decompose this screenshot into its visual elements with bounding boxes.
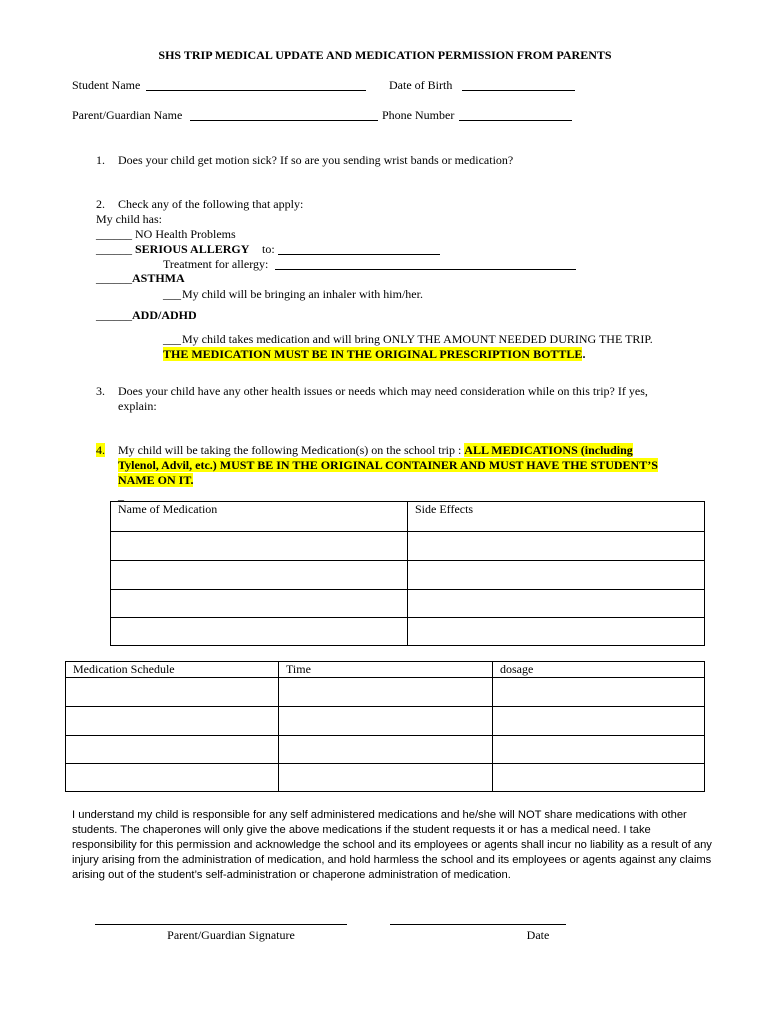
parent-name-label: Parent/Guardian Name xyxy=(72,108,183,122)
phone-number-field[interactable] xyxy=(459,120,572,121)
serious-allergy-label: SERIOUS ALLERGY xyxy=(135,242,250,256)
table-cell[interactable] xyxy=(66,764,279,792)
table-cell[interactable] xyxy=(493,678,705,707)
schedule-table xyxy=(65,661,705,792)
no-health-checkbox[interactable]: ______ xyxy=(96,227,132,241)
table-header-name: Name of Medication xyxy=(111,502,408,532)
table-cell[interactable] xyxy=(111,532,408,561)
q4-bold-3: NAME ON IT. xyxy=(118,473,194,487)
table-cell[interactable] xyxy=(493,764,705,792)
table-cell[interactable] xyxy=(408,532,705,561)
q4-number: 4. xyxy=(96,443,105,457)
treatment-field[interactable] xyxy=(275,269,576,270)
medication-bottle-notice xyxy=(163,347,585,361)
table-row xyxy=(66,707,705,736)
q3-line1: Does your child have any other health issues or needs which may need consideration while on this trip? If yes, xyxy=(118,384,648,398)
parent-signature-field[interactable] xyxy=(95,924,347,925)
disclaimer-text: I understand my child is responsible for any self administered medications and he/she will NOT share medications with other students. The chaperones will only give the above medications if the student requests it or has a medical need. I take responsibility for this permission and acknowledge the school and its employees or agents shall incur no liability as a result of any injury arising from the administration of medication, and hold harmless the school and its employees or agents against any claims arising out of the student’s self-administration or chaperone administration of medication. xyxy=(72,809,712,881)
table-header-schedule: Medication Schedule xyxy=(66,662,279,678)
q1-text: Does your child get motion sick? If so are you sending wrist bands or medication? xyxy=(118,153,514,167)
q3-line2: explain: xyxy=(118,399,157,413)
q4-bold-1: ALL MEDICATIONS (including xyxy=(464,443,633,457)
parent-name-field[interactable] xyxy=(190,120,378,121)
table-header-dosage: dosage xyxy=(493,662,705,678)
serious-allergy-checkbox[interactable]: ______ xyxy=(96,242,132,256)
table-row xyxy=(111,561,705,590)
q4-text: My child will be taking the following Medication(s) on the school trip : xyxy=(118,443,465,457)
student-name-field[interactable] xyxy=(146,90,366,91)
q4-bold-2: Tylenol, Advil, etc.) MUST BE IN THE ORIGINAL CONTAINER AND MUST HAVE THE STUDENT’S xyxy=(118,458,658,472)
medication-text: My child takes medication and will bring ONLY THE AMOUNT NEEDED DURING THE TRIP. xyxy=(182,332,653,346)
table-cell[interactable] xyxy=(279,707,493,736)
asthma-checkbox[interactable]: ______ xyxy=(96,271,132,285)
date-of-birth-label: Date of Birth xyxy=(389,78,453,92)
medication-bottle-period: . xyxy=(582,347,586,361)
table-cell[interactable] xyxy=(493,736,705,764)
table-cell[interactable] xyxy=(111,561,408,590)
add-adhd-checkbox[interactable]: ______ xyxy=(96,308,132,322)
table-row xyxy=(111,532,705,561)
table-cell[interactable] xyxy=(279,678,493,707)
date-signature-label: Date xyxy=(526,928,550,942)
inhaler-checkbox[interactable]: ___ xyxy=(163,287,181,301)
medication-table xyxy=(110,501,705,646)
table-cell[interactable] xyxy=(408,618,705,646)
table-row xyxy=(66,662,705,678)
table-cell[interactable] xyxy=(493,707,705,736)
table-header-side-effects: Side Effects xyxy=(408,502,705,532)
q2-number: 2. xyxy=(96,197,105,211)
date-of-birth-field[interactable] xyxy=(462,90,575,91)
table-cell[interactable] xyxy=(111,590,408,618)
asthma-label: ASTHMA xyxy=(132,271,185,285)
table-row xyxy=(111,502,705,532)
medication-bottle-text: THE MEDICATION MUST BE IN THE ORIGINAL PRESCRIPTION BOTTLE xyxy=(163,347,583,361)
q4-dash: _ xyxy=(118,488,124,502)
medication-checkbox[interactable]: ___ xyxy=(163,332,181,346)
my-child-has-label: My child has: xyxy=(96,212,162,226)
table-row xyxy=(66,678,705,707)
table-cell[interactable] xyxy=(408,590,705,618)
allergy-to-label: to: xyxy=(262,242,275,256)
table-header-time: Time xyxy=(279,662,493,678)
table-cell[interactable] xyxy=(111,618,408,646)
allergy-to-field[interactable] xyxy=(278,254,440,255)
phone-number-label: Phone Number xyxy=(382,108,455,122)
treatment-label: Treatment for allergy: xyxy=(163,257,269,271)
add-adhd-label: ADD/ADHD xyxy=(132,308,197,322)
table-cell[interactable] xyxy=(66,707,279,736)
table-cell[interactable] xyxy=(279,764,493,792)
q3-number: 3. xyxy=(96,384,105,398)
no-health-label: NO Health Problems xyxy=(135,227,236,241)
student-name-label: Student Name xyxy=(72,78,141,92)
q1-number: 1. xyxy=(96,153,105,167)
table-cell[interactable] xyxy=(279,736,493,764)
inhaler-text: My child will be bringing an inhaler with him/her. xyxy=(182,287,423,301)
date-signature-field[interactable] xyxy=(390,924,566,925)
q2-text: Check any of the following that apply: xyxy=(118,197,304,211)
table-cell[interactable] xyxy=(66,678,279,707)
parent-signature-label: Parent/Guardian Signature xyxy=(167,928,295,942)
table-cell[interactable] xyxy=(66,736,279,764)
q4-line1 xyxy=(118,443,633,457)
table-cell[interactable] xyxy=(408,561,705,590)
table-row xyxy=(66,764,705,792)
page-title: SHS TRIP MEDICAL UPDATE AND MEDICATION PERMISSION FROM PARENTS xyxy=(158,48,612,62)
table-row xyxy=(111,618,705,646)
table-row xyxy=(66,736,705,764)
table-row xyxy=(111,590,705,618)
